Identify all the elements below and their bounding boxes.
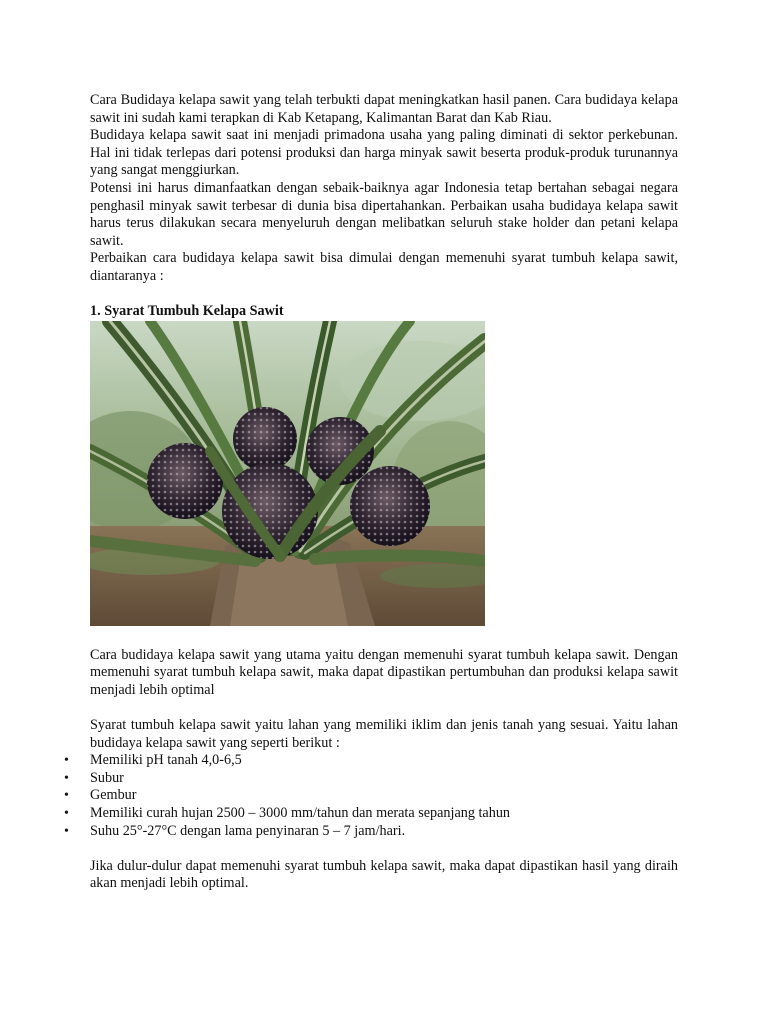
intro-paragraph-1: Cara Budidaya kelapa sawit yang telah terbukti dapat meningkatkan hasil panen. Cara budidaya kelapa sawit ini sudah kami terapkan di Kab Ketapang, Kalimantan Barat dan Kab Riau. (90, 92, 678, 126)
intro-paragraph-2: Budidaya kelapa sawit saat ini menjadi primadona usaha yang paling diminati di sektor perkebunan. Hal ini tidak terlepas dari potensi produksi dan harga minyak sawit beserta produk-produk turunannya yang sangat menggiurkan. (90, 127, 678, 179)
closing-paragraph: Jika dulur-dulur dapat memenuhi syarat tumbuh kelapa sawit, maka dapat dipastikan hasil yang diraih akan menjadi lebih optimal. (90, 857, 678, 892)
requirements-list (64, 752, 652, 840)
spacer (90, 286, 678, 304)
list-item: • Suhu 25°-27°C dengan lama penyinaran 5 – 7 jam/hari. (64, 823, 652, 841)
list-item: • Gembur (64, 787, 652, 805)
list-item: • Memiliki curah hujan 2500 – 3000 mm/tahun dan merata sepanjang tahun (64, 805, 652, 823)
document-page (90, 92, 678, 893)
list-item: • Subur (64, 770, 652, 788)
spacer (90, 840, 678, 858)
intro-paragraph-4: Perbaikan cara budidaya kelapa sawit bisa dimulai dengan memenuhi syarat tumbuh kelapa sawit, diantaranya : (90, 250, 678, 284)
intro-paragraph-3: Potensi ini harus dimanfaatkan dengan sebaik-baiknya agar Indonesia tetap bertahan sebagai negara penghasil minyak sawit terbesar di dunia bisa dipertahankan. Perbaikan usaha budidaya kelapa sawit harus terus dilakukan secara menyeluruh dengan melibatkan seluruh stake holder dan petani kelapa sawit. (90, 179, 678, 249)
section-heading: 1. Syarat Tumbuh Kelapa Sawit (90, 303, 284, 320)
requirements-intro: Syarat tumbuh kelapa sawit yaitu lahan yang memiliki iklim dan jenis tanah yang sesuai. Yaitu lahan budidaya kelapa sawit yang seperti berikut : (90, 717, 678, 751)
list-item: • Memiliki pH tanah 4,0-6,5 (64, 752, 652, 770)
spacer (90, 700, 678, 718)
section-paragraph-main: Cara budidaya kelapa sawit yang utama yaitu dengan memenuhi syarat tumbuh kelapa sawit. Dengan memenuhi syarat tumbuh kelapa sawit, maka dapat dipastikan pertumbuhan dan produksi kelapa sawit menjadi lebih optimal (90, 646, 678, 698)
oil-palm-photo (90, 321, 485, 626)
